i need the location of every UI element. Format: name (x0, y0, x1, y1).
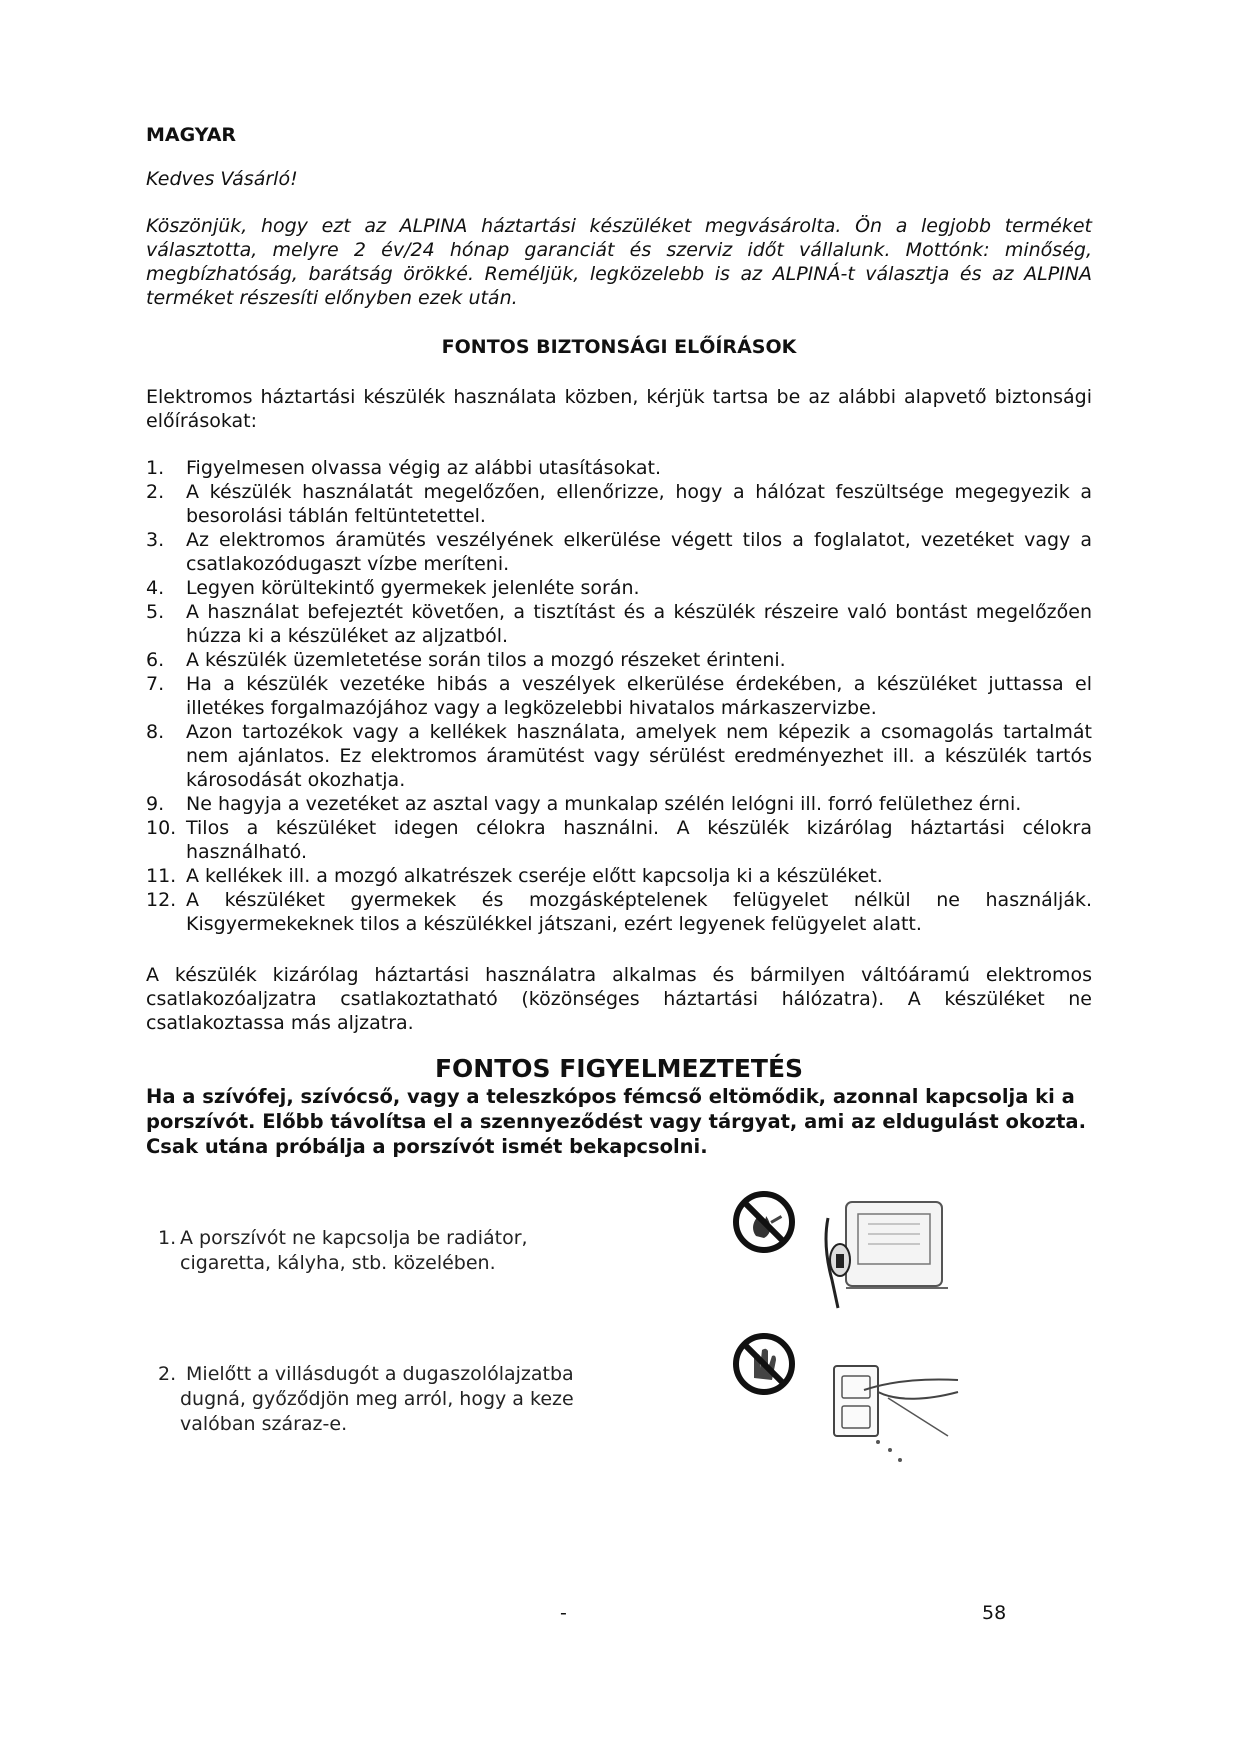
list-item-text: dugná, győződjön meg arról, hogy a keze (180, 1388, 574, 1410)
safety-title: FONTOS BIZTONSÁGI ELŐÍRÁSOK (441, 336, 797, 358)
list-item-number: 6. (146, 649, 165, 671)
list-item (146, 456, 1092, 480)
list-item (146, 648, 1092, 672)
warning-text (146, 1084, 1096, 1159)
list-item (146, 600, 1092, 648)
list-item (146, 720, 1092, 792)
intro-paragraph (146, 214, 1092, 310)
list-item-text: valóban száraz-e. (180, 1413, 348, 1435)
list-item-number: 8. (146, 721, 165, 743)
list-item (146, 792, 1092, 816)
list-item-number: 1. (146, 457, 165, 479)
list-item (146, 888, 1092, 936)
list-item-number: 4. (146, 577, 165, 599)
safety-rules-list (146, 456, 1092, 936)
list-item-number: 2. (158, 1363, 177, 1385)
greeting: Kedves Vásárló! (146, 168, 298, 190)
list-item-text: Tilos a készüléket idegen célokra használni. A készülék kizárólag háztartási célokra használható. (186, 817, 1092, 863)
list-item-text: A készüléket gyermekek és mozgásképtelenek felügyelet nélkül ne használják. Kisgyermekeknek tilos a készülékkel játszani, ezért legyenek felügyelet alatt. (186, 889, 1092, 935)
warning-item-2 (158, 1362, 574, 1437)
list-item (146, 672, 1092, 720)
list-item (146, 576, 1092, 600)
household-note: A készülék kizárólag háztartási használatra alkalmas és bármilyen váltóáramú elektromos csatlakozóaljzatra csatlakoztatható (közönséges háztartási hálózatra). A készüléket ne csatlakoztassa más aljzatra. (146, 964, 1092, 1034)
list-item-text: Azon tartozékok vagy a kellékek használata, amelyek nem képezik a csomagolás tartalmát nem ajánlatos. Ez elektromos áramütést vagy sérülést eredményezhet ill. a készülék tartós károsodását okozhatja. (186, 721, 1092, 791)
page-number: 58 (982, 1602, 1007, 1624)
list-item-number: 11. (146, 865, 177, 887)
warning-line: porszívót. Előbb távolítsa el a szennyeződést vagy tárgyat, ami az eldugulást okozta. (146, 1110, 1086, 1133)
list-item-text: A készülék használatát megelőzően, ellenőrizze, hogy a hálózat feszültsége megegyezik a besorolási táblán feltüntetettel. (186, 481, 1092, 527)
list-item-number: 2. (146, 481, 165, 503)
list-item-number: 3. (146, 529, 165, 551)
list-item (146, 864, 1092, 888)
list-item (146, 480, 1092, 528)
list-item-text: cigaretta, kályha, stb. közelében. (180, 1252, 496, 1274)
no-fire-near-heater-icon (728, 1188, 968, 1318)
list-item-text: Figyelmesen olvassa végig az alábbi utasításokat. (186, 457, 661, 479)
list-item-text: Ha a készülék vezetéke hibás a veszélyek elkerülése érdekében, a készüléket juttassa el illetékes forgalmazójához vagy a legközelebbi hivatalos márkaszervizbe. (186, 673, 1092, 719)
list-item (146, 528, 1092, 576)
list-item-number: 1. (158, 1227, 177, 1249)
no-wet-hands-socket-icon (728, 1332, 968, 1472)
list-item-number: 12. (146, 889, 177, 911)
intro-line: választotta, melyre 2 év/24 hónap garanciát és szerviz időt vállalunk. Mottónk: minőség, (146, 239, 1092, 261)
intro-line: megbízhatóság, barátság örökké. Reméljük, legközelebb is az ALPINÁ-t választja és az ALPINA (146, 263, 1092, 285)
list-item-number: 5. (146, 601, 165, 623)
warning-line: Ha a szívófej, szívócső, vagy a teleszkópos fémcső eltömődik, azonnal kapcsolja ki a (146, 1085, 1075, 1108)
list-item-text: Mielőtt a villásdugót a dugaszolólajzatba (180, 1363, 574, 1385)
list-item-text: Legyen körültekintő gyermekek jelenléte során. (186, 577, 640, 599)
list-item (146, 816, 1092, 864)
list-item-number: 7. (146, 673, 165, 695)
list-item-number: 9. (146, 793, 165, 815)
warning-item-1 (158, 1226, 528, 1276)
list-item-text: A kellékek ill. a mozgó alkatrészek cseréje előtt kapcsolja ki a készüléket. (186, 865, 883, 887)
list-item-number: 10. (146, 817, 177, 839)
footer-dash: - (560, 1602, 567, 1624)
list-item-text: A porszívót ne kapcsolja be radiátor, (180, 1227, 528, 1249)
list-item-text: Ne hagyja a vezetéket az asztal vagy a munkalap szélén lelógni ill. forró felülethez érni. (186, 793, 1022, 815)
list-item-text: A készülék üzemletetése során tilos a mozgó részeket érinteni. (186, 649, 786, 671)
list-item-text: A használat befejeztét követően, a tisztítást és a készülék részeire való bontást megelőzően húzza ki a készüléket az aljzatból. (186, 601, 1092, 647)
warning-line: Csak utána próbálja a porszívót ismét bekapcsolni. (146, 1135, 708, 1158)
language-heading: MAGYAR (146, 124, 237, 146)
intro-line: Köszönjük, hogy ezt az ALPINA háztartási készüléket megvásárolta. Ön a legjobb terméket (146, 215, 1092, 237)
intro-line: terméket részesíti előnyben ezek után. (146, 287, 518, 309)
safety-intro: Elektromos háztartási készülék használata közben, kérjük tartsa be az alábbi alapvető biztonsági előírásokat: (146, 386, 1092, 432)
warning-title: FONTOS FIGYELMEZTETÉS (434, 1054, 804, 1083)
list-item-text: Az elektromos áramütés veszélyének elkerülése végett tilos a foglalatot, vezetéket vagy a csatlakozódugaszt vízbe meríteni. (186, 529, 1092, 575)
